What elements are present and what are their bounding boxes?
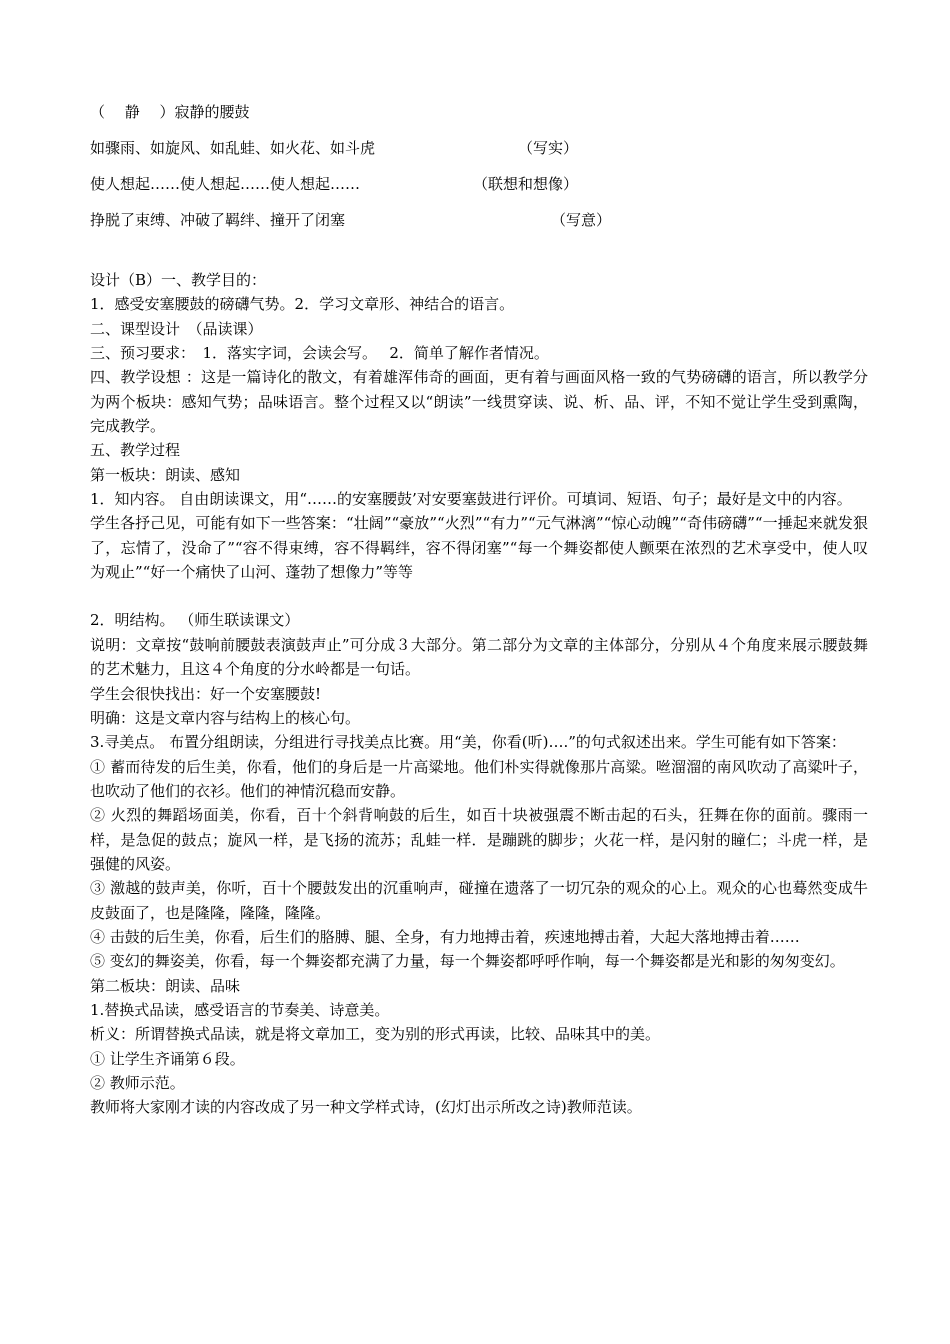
paragraph: 学生会很快找出：好一个安塞腰鼓! (90, 684, 322, 703)
summary-row-left: 使人想起……使人想起……使人想起…… (90, 175, 361, 193)
summary-row-right: （写意） (551, 211, 612, 229)
paragraph: 第二板块：朗读、品味 (90, 976, 241, 995)
paragraph: ② 火烈的舞蹈场面美，你看，百十个斜背响鼓的后生，如百十块被强震不断击起的石头，狂舞在你的面前。骤雨一样，是急促的鼓点；旋风一样，是飞扬的流苏；乱蛙一样．是蹦跳的脚步；火花一样，是闪射的瞳仁；斗虎一样，是强健的风姿。 (90, 806, 868, 873)
paragraph: ② 教师示范。 (90, 1074, 185, 1092)
paragraph: 二、课型设计 （品读课） (90, 319, 263, 338)
paragraph: 教师将大家刚才读的内容改成了另一种文学样式诗，(幻灯出示所改之诗)教师范读。 (90, 1098, 642, 1117)
paragraph: ① 蓄而待发的后生美，你看，他们的身后是一片高粱地。他们朴实得就像那片高粱。咝溜溜的南风吹动了高粱叶子，也吹动了他们的衣衫。他们的神情沉稳而安静。 (90, 757, 868, 800)
lesson-body (90, 268, 868, 1120)
paragraph: 设计（B）一、教学目的： (90, 271, 267, 289)
paragraph: 说明：文章按“鼓响前腰鼓表演鼓声止”可分成３大部分。第二部分为文章的主体部分，分别从４个角度来展示腰鼓舞的艺术魅力，且这４个角度的分水岭都是一句话。 (90, 635, 868, 679)
paragraph: ③ 激越的鼓声美，你听，百十个腰鼓发出的沉重响声，碰撞在遗落了一切冗杂的观众的心上。观众的心也蓦然变成牛皮鼓面了，也是隆隆，隆隆，隆隆。 (90, 879, 868, 922)
summary-heading: （ 静 ）寂静的腰鼓 (90, 103, 250, 121)
summary-row-left: 挣脱了束缚、冲破了羁绊、撞开了闭塞 (90, 211, 346, 229)
paragraph: 3.寻美点。 布置分组朗读，分组进行寻找美点比赛。用“美，你看(听)….”的句式叙述出来。学生可能有如下答案： (90, 733, 846, 752)
paragraph: 三、预习要求： 1．落实字词，会读会写。 2．简单了解作者情况。 (90, 344, 549, 363)
paragraph: 四、教学设想 ：这是一篇诗化的散文，有着雄浑伟奇的画面，更有着与画面风格一致的气势磅礴的语言，所以教学分为两个板块：感知气势；品味语言。整个过程又以“朗读”一线贯穿读、说、析、品、评，不知不觉让学生受到熏陶，完成教学。 (90, 368, 868, 436)
paragraph: ④ 击鼓的后生美，你看，后生们的胳膊、腿、全身，有力地搏击着，疾速地搏击着，大起大落地搏击着…… (90, 927, 800, 946)
summary-row-right: （写实） (518, 139, 579, 157)
paragraph: 1．感受安塞腰鼓的磅礴气势。2．学习文章形、神结合的语言。 (90, 295, 515, 314)
summary-row-right: （联想和想像） (473, 175, 579, 193)
blank-line (90, 584, 868, 608)
paragraph: 学生各抒己见，可能有如下一些答案：“壮阔”“豪放”“火烈”“有力”“元气淋漓”“惊心动魄”“奇伟磅礴”“一捶起来就发狠了，忘情了，没命了”“容不得束缚，容不得羁绊，容不得闭塞”“每一个舞姿都使人颤栗在浓烈的艺术享受中，使人叹为观止”“好一个痛快了山河、蓬勃了想像力”等等 (90, 514, 868, 582)
paragraph: ① 让学生齐诵第６段。 (90, 1049, 245, 1068)
paragraph: 五、教学过程 (90, 441, 181, 460)
paragraph: 明确：这是文章内容与结构上的核心句。 (90, 708, 361, 727)
paragraph: 2．明结构。 （师生联读课文） (90, 611, 300, 630)
paragraph: 析义：所谓替换式品读，就是将文章加工，变为别的形式再读，比较、品味其中的美。 (90, 1025, 661, 1044)
paragraph: 1．知内容。 自由朗读课文，用“……的安塞腰鼓’对安要塞鼓进行评价。可填词、短语、句子；最好是文中的内容。 (90, 490, 852, 509)
paragraph: 1.替换式品读，感受语言的节奏美、诗意美。 (90, 1000, 390, 1019)
paragraph: 第一板块：朗读、感知 (90, 465, 241, 484)
summary-row-left: 如骤雨、如旋风、如乱蛙、如火花、如斗虎 (90, 139, 376, 157)
paragraph: ⑤ 变幻的舞姿美，你看，每一个舞姿都充满了力量，每一个舞姿都呼呼作响，每一个舞姿都是光和影的匆匆变幻。 (90, 952, 845, 971)
